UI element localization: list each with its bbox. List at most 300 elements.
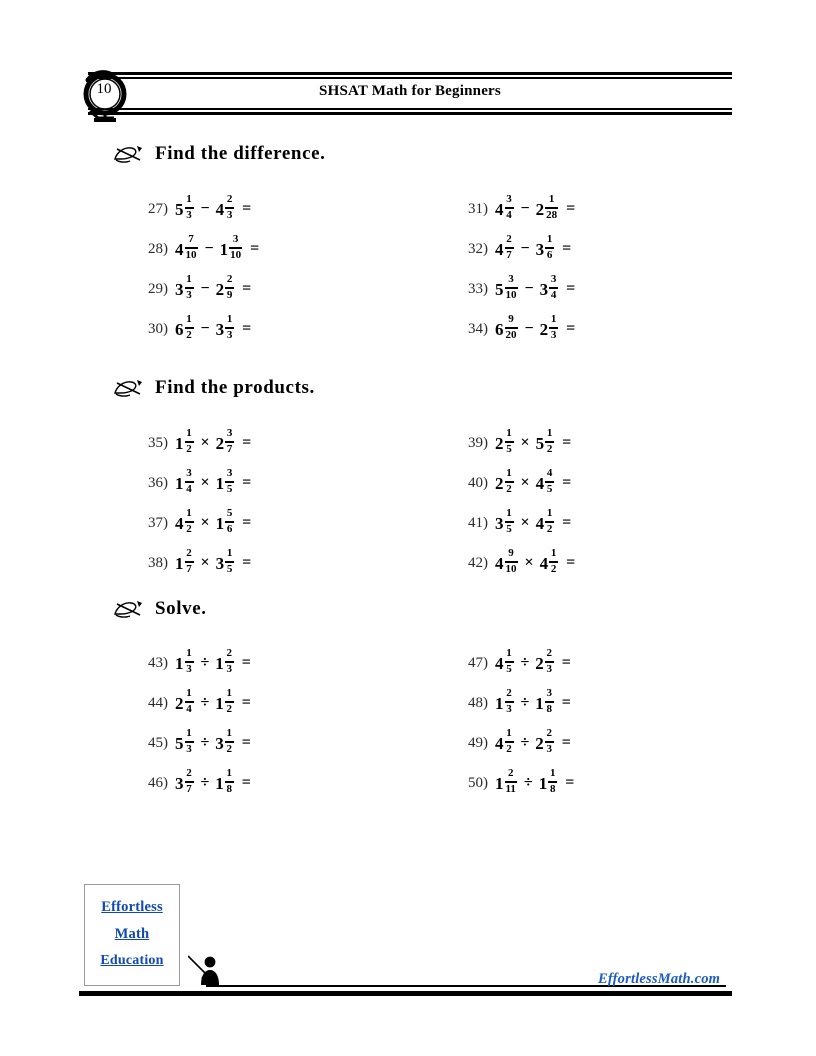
equals-sign: = (241, 694, 251, 711)
numerator: 1 (226, 727, 233, 740)
numerator: 1 (506, 467, 512, 480)
numerator: 1 (550, 313, 557, 326)
fraction-a (185, 234, 198, 261)
operator: × (200, 434, 210, 451)
whole-number-b: 2 (215, 279, 225, 299)
fraction-b (225, 648, 234, 675)
whole-number-b: 3 (539, 279, 549, 299)
numerator: 1 (546, 507, 553, 520)
numerator: 2 (226, 273, 233, 286)
fraction-a (505, 688, 514, 715)
denominator: 3 (186, 209, 192, 221)
whole-number-b: 3 (535, 239, 545, 259)
whole-number-b: 2 (535, 653, 544, 673)
fraction-a (505, 548, 518, 575)
problem-37 (148, 506, 251, 540)
fraction-a (185, 508, 194, 535)
numerator: 3 (232, 233, 239, 246)
problem-number: 50) (468, 774, 488, 791)
problem-expression (495, 275, 575, 302)
whole-number-b: 2 (535, 199, 545, 219)
denominator: 5 (226, 563, 233, 575)
problem-number: 39) (468, 434, 488, 451)
section-heading-solve (113, 598, 207, 624)
quill-pen-icon (113, 598, 143, 620)
whole-number-b: 4 (215, 199, 225, 219)
problem-40 (468, 466, 571, 500)
equals-sign: = (241, 734, 251, 751)
equals-sign: = (561, 734, 571, 751)
operator: ÷ (520, 654, 530, 671)
denominator: 5 (506, 663, 512, 675)
header-rule-top-outer (88, 72, 732, 75)
denominator: 5 (546, 483, 553, 495)
problem-number: 28) (148, 240, 168, 257)
denominator: 2 (550, 563, 557, 575)
denominator: 2 (506, 483, 512, 495)
fraction-a (505, 508, 514, 535)
fraction-b (545, 648, 554, 675)
effortless-math-logo-box (84, 884, 180, 986)
quill-pen-icon (113, 377, 143, 399)
numerator: 2 (226, 193, 233, 206)
problem-number: 27) (148, 200, 168, 217)
problem-number: 49) (468, 734, 488, 751)
problem-expression (175, 235, 259, 262)
whole-number-b: 1 (219, 239, 229, 259)
numerator: 9 (508, 313, 514, 326)
problem-49 (468, 726, 571, 760)
fraction-b (225, 194, 234, 221)
whole-number-a: 1 (175, 653, 184, 673)
problem-45 (148, 726, 251, 760)
whole-number-b: 1 (215, 513, 225, 533)
header-rule-bottom-inner (88, 108, 732, 110)
problem-number: 48) (468, 694, 488, 711)
problem-number: 37) (148, 514, 168, 531)
fraction-a (505, 728, 514, 755)
operator: × (524, 554, 534, 571)
fraction-a (505, 194, 514, 221)
problem-number: 44) (148, 694, 168, 711)
numerator: 3 (508, 273, 514, 286)
whole-number-b: 3 (215, 553, 225, 573)
denominator: 2 (186, 443, 192, 455)
numerator: 2 (546, 727, 553, 740)
fraction-a (185, 468, 194, 495)
denominator: 7 (186, 783, 192, 795)
whole-number-a: 3 (495, 513, 504, 533)
problem-expression (175, 689, 251, 716)
denominator: 2 (186, 329, 192, 341)
denominator: 6 (226, 523, 233, 535)
fraction-a (505, 768, 517, 795)
page-number: 10 (96, 81, 112, 97)
problem-34 (468, 312, 575, 346)
numerator: 1 (549, 767, 556, 780)
section-heading-find-the-products (113, 377, 315, 403)
page-title: SHSAT Math for Beginners (319, 83, 501, 99)
fraction-a (505, 314, 518, 341)
operator: × (200, 514, 210, 531)
whole-number-b: 1 (535, 693, 544, 713)
numerator: 9 (508, 547, 514, 560)
whole-number-a: 6 (495, 319, 504, 339)
numerator: 1 (550, 547, 557, 560)
denominator: 10 (505, 563, 517, 575)
denominator: 3 (226, 663, 233, 675)
whole-number-a: 4 (175, 239, 184, 259)
problem-expression (175, 275, 251, 302)
problem-47 (468, 646, 571, 680)
equals-sign: = (562, 240, 572, 257)
equals-sign: = (242, 200, 252, 217)
numerator: 1 (546, 233, 553, 246)
fraction-b (225, 508, 234, 535)
equals-sign: = (250, 240, 260, 257)
numerator: 1 (546, 427, 553, 440)
problem-number: 34) (468, 320, 488, 337)
operator: × (200, 554, 210, 571)
equals-sign: = (242, 434, 252, 451)
whole-number-a: 4 (495, 653, 504, 673)
whole-number-a: 2 (495, 473, 504, 493)
numerator: 1 (226, 313, 233, 326)
operator: ÷ (200, 734, 210, 751)
whole-number-b: 1 (215, 653, 224, 673)
fraction-b (225, 688, 234, 715)
problem-expression (175, 509, 251, 536)
numerator: 2 (507, 767, 514, 780)
numerator: 7 (188, 233, 194, 246)
header-rule-top-inner (88, 77, 732, 79)
logo-line-math: Math (114, 926, 150, 942)
problem-expression (175, 469, 251, 496)
fraction-b (225, 274, 234, 301)
problem-33 (468, 272, 575, 306)
problem-number: 33) (468, 280, 488, 297)
problem-42 (468, 546, 575, 580)
problem-number: 38) (148, 554, 168, 571)
whole-number-a: 3 (175, 279, 184, 299)
page-header (88, 72, 732, 118)
fraction-b (545, 508, 554, 535)
numerator: 1 (186, 687, 192, 700)
whole-number-a: 1 (175, 473, 184, 493)
problem-number: 41) (468, 514, 488, 531)
equals-sign: = (562, 514, 572, 531)
problem-number: 40) (468, 474, 488, 491)
fraction-b (229, 234, 242, 261)
whole-number-b: 1 (215, 773, 224, 793)
equals-sign: = (566, 280, 576, 297)
equals-sign: = (561, 694, 571, 711)
fraction-b (545, 428, 554, 455)
numerator: 1 (186, 727, 192, 740)
logo-line-education: Education (100, 953, 164, 968)
numerator: 3 (550, 273, 557, 286)
whole-number-a: 1 (175, 433, 184, 453)
numerator: 1 (186, 193, 192, 206)
problem-39 (468, 426, 571, 460)
denominator: 11 (505, 783, 516, 795)
equals-sign: = (241, 774, 251, 791)
operator: ÷ (523, 774, 533, 791)
whole-number-b: 1 (538, 773, 548, 793)
whole-number-a: 1 (495, 693, 504, 713)
denominator: 10 (505, 289, 517, 301)
site-url: EffortlessMath.com (598, 971, 721, 987)
numerator: 2 (186, 767, 192, 780)
whole-number-a: 4 (495, 733, 504, 753)
equals-sign: = (562, 474, 572, 491)
problem-expression (495, 195, 575, 222)
fraction-b (545, 728, 554, 755)
problem-48 (468, 686, 571, 720)
equals-sign: = (242, 474, 252, 491)
problem-number: 35) (148, 434, 168, 451)
whole-number-a: 4 (175, 513, 184, 533)
denominator: 8 (549, 783, 556, 795)
problem-50 (468, 766, 574, 800)
denominator: 2 (546, 523, 553, 535)
numerator: 3 (226, 467, 233, 480)
fraction-b (549, 548, 558, 575)
logo-line-effortless: Effortless (101, 899, 163, 915)
fraction-a (505, 648, 514, 675)
fraction-a (185, 194, 194, 221)
fraction-a (505, 234, 514, 261)
fraction-b (225, 314, 234, 341)
fraction-b (225, 548, 234, 575)
numerator: 5 (226, 507, 233, 520)
whole-number-a: 6 (175, 319, 184, 339)
header-rule-bottom-outer (88, 112, 732, 115)
denominator: 10 (185, 249, 197, 261)
numerator: 2 (226, 647, 233, 660)
fraction-a (185, 768, 194, 795)
denominator: 20 (505, 329, 517, 341)
equals-sign: = (241, 654, 251, 671)
denominator: 2 (506, 743, 512, 755)
numerator: 1 (506, 727, 512, 740)
operator: × (520, 474, 530, 491)
whole-number-a: 5 (175, 199, 184, 219)
fraction-a (505, 468, 514, 495)
fraction-b (545, 234, 554, 261)
denominator: 7 (186, 563, 192, 575)
problem-number: 47) (468, 654, 488, 671)
denominator: 2 (226, 703, 233, 715)
fraction-b (225, 768, 234, 795)
fraction-a (185, 648, 194, 675)
problem-number: 29) (148, 280, 168, 297)
problem-31 (468, 192, 575, 226)
problem-number: 43) (148, 654, 168, 671)
denominator: 3 (226, 329, 233, 341)
quill-pen-icon (113, 143, 143, 165)
problem-46 (148, 766, 251, 800)
numerator: 1 (226, 687, 233, 700)
fraction-b (548, 768, 557, 795)
denominator: 28 (546, 209, 558, 221)
problem-number: 36) (148, 474, 168, 491)
denominator: 9 (226, 289, 233, 301)
fraction-b (549, 314, 558, 341)
whole-number-b: 1 (215, 693, 224, 713)
operator: − (524, 280, 534, 297)
section-title: Find the products. (155, 377, 315, 398)
whole-number-a: 4 (495, 239, 504, 259)
whole-number-b: 2 (535, 733, 544, 753)
fraction-a (185, 728, 194, 755)
denominator: 8 (546, 703, 553, 715)
equals-sign: = (242, 554, 252, 571)
problem-expression (495, 235, 571, 262)
whole-number-b: 1 (215, 473, 225, 493)
operator: − (200, 280, 210, 297)
problem-28 (148, 232, 259, 266)
numerator: 1 (186, 427, 192, 440)
denominator: 5 (506, 443, 512, 455)
numerator: 1 (506, 507, 512, 520)
denominator: 5 (506, 523, 512, 535)
numerator: 3 (186, 467, 192, 480)
operator: − (520, 200, 530, 217)
denominator: 6 (546, 249, 553, 261)
equals-sign: = (562, 434, 572, 451)
fraction-a (505, 428, 514, 455)
problem-expression (175, 195, 251, 222)
equals-sign: = (242, 320, 252, 337)
fraction-a (185, 688, 194, 715)
problem-29 (148, 272, 251, 306)
numerator: 3 (506, 193, 512, 206)
numerator: 2 (546, 647, 553, 660)
denominator: 3 (546, 743, 553, 755)
problem-number: 45) (148, 734, 168, 751)
numerator: 1 (226, 767, 233, 780)
whole-number-a: 1 (495, 773, 504, 793)
operator: ÷ (200, 654, 210, 671)
whole-number-a: 3 (175, 773, 184, 793)
operator: − (200, 320, 210, 337)
problem-expression (175, 315, 251, 342)
problem-number: 31) (468, 200, 488, 217)
whole-number-b: 5 (535, 433, 545, 453)
fraction-a (185, 274, 194, 301)
numerator: 1 (186, 273, 192, 286)
problem-41 (468, 506, 571, 540)
denominator: 3 (546, 663, 553, 675)
problem-expression (175, 649, 251, 676)
fraction-b (225, 468, 234, 495)
whole-number-b: 3 (215, 319, 225, 339)
whole-number-a: 1 (175, 553, 184, 573)
whole-number-a: 4 (495, 553, 504, 573)
whole-number-b: 3 (215, 733, 224, 753)
problem-27 (148, 192, 251, 226)
denominator: 2 (186, 523, 192, 535)
numerator: 3 (546, 687, 553, 700)
problem-expression (495, 469, 571, 496)
problem-expression (495, 729, 571, 756)
fraction-b (545, 194, 558, 221)
operator: ÷ (200, 694, 210, 711)
numerator: 2 (186, 547, 192, 560)
fraction-b (225, 428, 234, 455)
problem-30 (148, 312, 251, 346)
footer-bottom-bar (79, 991, 732, 996)
problem-43 (148, 646, 251, 680)
denominator: 4 (550, 289, 557, 301)
equals-sign: = (561, 654, 571, 671)
denominator: 2 (226, 743, 233, 755)
denominator: 2 (546, 443, 553, 455)
section-title: Find the difference. (155, 143, 326, 164)
numerator: 1 (506, 427, 512, 440)
problem-32 (468, 232, 571, 266)
fraction-a (185, 548, 194, 575)
operator: ÷ (520, 734, 530, 751)
problem-expression (175, 769, 251, 796)
problem-44 (148, 686, 251, 720)
problem-38 (148, 546, 251, 580)
numerator: 2 (506, 233, 512, 246)
fraction-b (545, 468, 554, 495)
fraction-a (505, 274, 518, 301)
denominator: 3 (550, 329, 557, 341)
denominator: 4 (506, 209, 512, 221)
problem-36 (148, 466, 251, 500)
problem-expression (175, 429, 251, 456)
equals-sign: = (566, 200, 576, 217)
whole-number-a: 4 (495, 199, 504, 219)
problem-expression (175, 549, 251, 576)
problem-number: 42) (468, 554, 488, 571)
denominator: 7 (506, 249, 512, 261)
whole-number-a: 5 (495, 279, 504, 299)
fraction-b (549, 274, 558, 301)
fraction-b (225, 728, 234, 755)
denominator: 3 (186, 289, 192, 301)
problem-expression (495, 509, 571, 536)
problem-35 (148, 426, 251, 460)
problem-expression (495, 649, 571, 676)
denominator: 5 (226, 483, 233, 495)
fraction-a (185, 428, 194, 455)
numerator: 1 (506, 647, 512, 660)
whole-number-b: 2 (215, 433, 225, 453)
operator: − (204, 240, 214, 257)
numerator: 4 (546, 467, 553, 480)
whole-number-b: 4 (535, 513, 545, 533)
whole-number-a: 5 (175, 733, 184, 753)
denominator: 3 (186, 663, 192, 675)
problem-number: 30) (148, 320, 168, 337)
numerator: 1 (548, 193, 555, 206)
denominator: 8 (226, 783, 233, 795)
denominator: 4 (186, 703, 192, 715)
equals-sign: = (242, 280, 252, 297)
denominator: 3 (186, 743, 192, 755)
section-title: Solve. (155, 598, 207, 619)
problem-expression (175, 729, 251, 756)
equals-sign: = (565, 774, 575, 791)
denominator: 7 (226, 443, 233, 455)
numerator: 1 (186, 647, 192, 660)
fraction-b (545, 688, 554, 715)
